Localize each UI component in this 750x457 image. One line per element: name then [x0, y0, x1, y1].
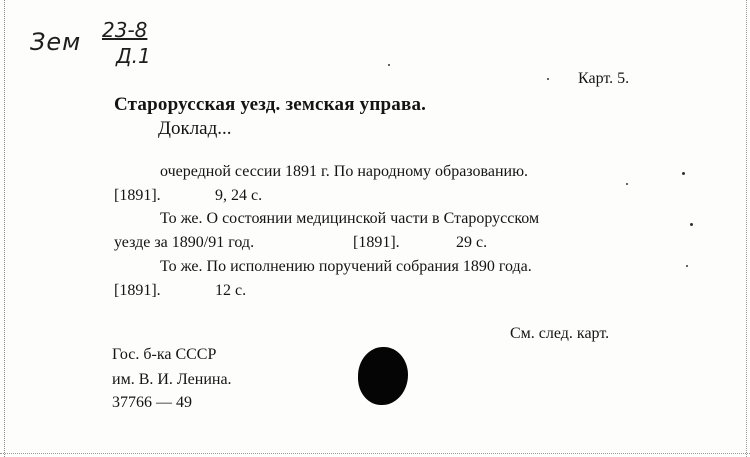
- card-right-edge: [746, 0, 750, 457]
- entry-3-description: То же. По исполнению поручений собрания 1890 года.: [160, 258, 532, 275]
- entry-2-description: То же. О состоянии медицинской части в Старорусском: [160, 210, 540, 227]
- speck: [547, 78, 549, 80]
- author-heading: Старорусская уезд. земская управа.: [114, 94, 427, 115]
- library-stamp-line-1: Гос. б-ка СССР: [112, 346, 217, 363]
- library-stamp-line-3: 37766 — 49: [112, 394, 192, 411]
- handwritten-number: 23-8: [102, 18, 148, 42]
- document-title: Доклад...: [158, 118, 232, 139]
- speck: [682, 172, 685, 175]
- entry-1-description: очередной сессии 1891 г. По народному образованию.: [160, 163, 529, 180]
- card-bottom-edge: [0, 453, 750, 457]
- speck: [690, 223, 693, 226]
- library-stamp-line-2: им. В. И. Ленина.: [112, 371, 232, 388]
- entry-2-description-cont: уезде за 1890/91 год.: [114, 234, 255, 251]
- card-left-edge: [0, 0, 5, 457]
- entry-1-pages: 9, 24 с.: [215, 187, 263, 204]
- entry-3-pages: 12 с.: [215, 282, 247, 299]
- entry-3-year: [1891].: [114, 282, 161, 299]
- see-next-card: См. след. карт.: [510, 325, 610, 342]
- entry-2-year: [1891].: [353, 234, 400, 251]
- entry-1-year: [1891].: [114, 187, 161, 204]
- speck: [686, 265, 688, 267]
- entry-2-pages: 29 с.: [456, 234, 488, 251]
- speck: [388, 64, 390, 66]
- card-punch-hole: [358, 347, 408, 405]
- handwritten-location: Д.1: [116, 44, 151, 68]
- speck: [626, 183, 628, 185]
- handwritten-fund: Зем: [30, 28, 82, 56]
- card-number: Карт. 5.: [578, 70, 630, 87]
